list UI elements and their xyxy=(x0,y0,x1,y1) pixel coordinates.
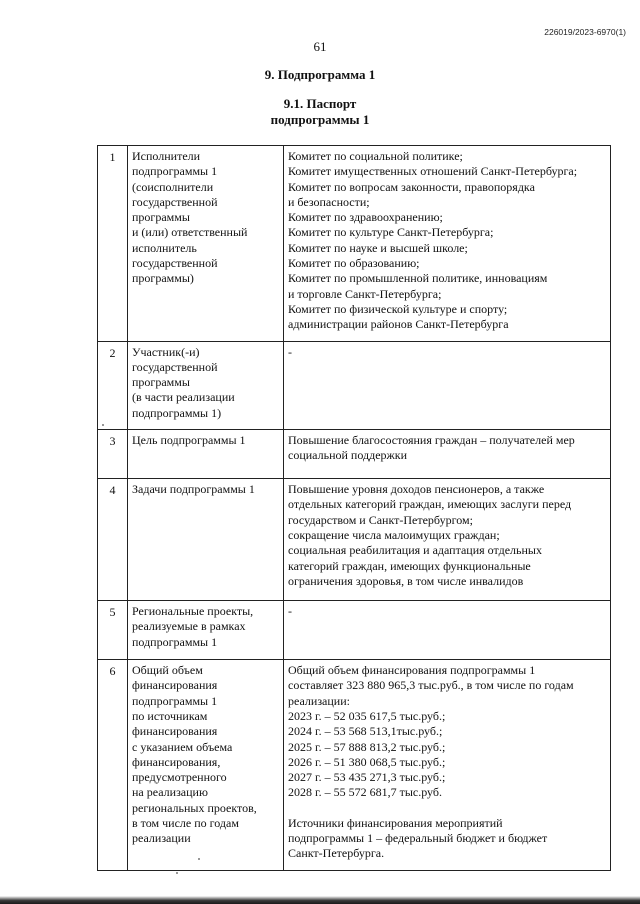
row-label xyxy=(128,430,284,479)
value-line: 2025 г. – 57 888 813,2 тыс.руб.; xyxy=(288,739,446,754)
row-value xyxy=(284,430,611,479)
subsection-heading-continued: подпрограммы 1 xyxy=(270,112,370,127)
value-line: государством и Санкт-Петербургом; xyxy=(288,512,473,527)
row-label xyxy=(128,660,284,871)
value-line: Источники финансирования мероприятий xyxy=(288,815,503,830)
row-value xyxy=(284,341,611,429)
value-line: категорий граждан, имеющих функциональные xyxy=(288,558,531,573)
table-row xyxy=(98,660,611,871)
row-number: 1 xyxy=(98,146,128,342)
section-heading: 9. Подпрограмма 1 xyxy=(264,67,376,82)
value-line: Комитет по социальной политике; xyxy=(288,149,463,163)
value-line: Повышение уровня доходов пенсионеров, а также xyxy=(288,482,545,497)
label-line: финансирования xyxy=(132,678,218,693)
table-row xyxy=(98,430,611,479)
row-value xyxy=(284,660,611,871)
label-line: в том числе по годам xyxy=(132,816,239,831)
value-line: составляет 323 880 965,3 тыс.руб., в том числе по годам xyxy=(288,678,574,693)
value-line: Комитет по науке и высшей школе; xyxy=(288,240,468,255)
table-row xyxy=(98,479,611,601)
label-line: Региональные проекты, xyxy=(132,604,254,619)
row-value xyxy=(284,601,611,660)
row-value xyxy=(284,146,611,342)
label-line: подпрограммы 1 xyxy=(132,634,218,649)
value-line: 2028 г. – 55 572 681,7 тыс.руб. xyxy=(288,785,442,800)
document-registration-number: 226019/2023-6970(1) xyxy=(544,27,626,37)
value-line: Комитет имущественных отношений Санкт-Петербурга; xyxy=(288,164,578,179)
value-line: ограничения здоровья, в том числе инвалидов xyxy=(288,573,524,588)
scan-bottom-edge xyxy=(0,896,640,904)
scan-speck xyxy=(198,858,200,860)
label-line: Цель подпрограммы 1 xyxy=(132,433,246,448)
value-line: 2024 г. – 53 568 513,1тыс.руб.; xyxy=(288,724,443,739)
subsection-heading: 9.1. Паспорт xyxy=(283,96,357,111)
row-number: 3 xyxy=(98,430,128,479)
value-line: - xyxy=(288,344,292,359)
label-line: по источникам xyxy=(132,708,208,723)
value-line: администрации районов Санкт-Петербурга xyxy=(288,317,509,332)
value-line: Комитет по промышленной политике, инновациям xyxy=(288,271,548,286)
value-line: Комитет по образованию; xyxy=(288,256,420,271)
label-line: исполнитель xyxy=(132,240,197,255)
label-line: программы xyxy=(132,210,190,225)
value-line: Комитет по физической культуре и спорту; xyxy=(288,301,508,316)
label-line: Участник(-и) xyxy=(132,344,200,359)
row-label xyxy=(128,479,284,601)
value-line: и торговле Санкт-Петербурга; xyxy=(288,286,442,301)
value-line: Общий объем финансирования подпрограммы 1 xyxy=(288,663,536,678)
label-line: региональных проектов, xyxy=(132,800,257,815)
scan-speck xyxy=(102,424,104,426)
label-line: финансирования xyxy=(132,724,218,739)
row-number: 5 xyxy=(98,601,128,660)
label-line: подпрограммы 1 xyxy=(132,164,218,179)
value-line: Комитет по вопросам законности, правопорядка xyxy=(288,179,535,194)
label-line: (в части реализации xyxy=(132,390,235,405)
table-row xyxy=(98,601,611,660)
label-line: подпрограммы 1 xyxy=(132,693,218,708)
value-line: 2027 г. – 53 435 271,3 тыс.руб.; xyxy=(288,770,446,785)
label-line: финансирования, xyxy=(132,754,221,769)
label-line: (соисполнители xyxy=(132,179,214,194)
row-label xyxy=(128,601,284,660)
blank-line xyxy=(288,801,606,816)
value-line: 2026 г. – 51 380 068,5 тыс.руб.; xyxy=(288,754,446,769)
value-line: и безопасности; xyxy=(288,194,370,209)
label-line: подпрограммы 1) xyxy=(132,405,222,420)
passport-table xyxy=(97,145,611,871)
page-number: 61 xyxy=(313,39,327,54)
label-line: реализуемые в рамках xyxy=(132,619,246,634)
value-line: Комитет по культуре Санкт-Петербурга; xyxy=(288,225,494,240)
value-line: сокращение числа малоимущих граждан; xyxy=(288,527,500,542)
value-line: подпрограммы 1 – федеральный бюджет и бюджет xyxy=(288,831,548,846)
label-line: государственной xyxy=(132,359,218,374)
value-line: 2023 г. – 52 035 617,5 тыс.руб.; xyxy=(288,708,446,723)
label-line: программы xyxy=(132,375,190,390)
label-line: предусмотренного xyxy=(132,770,227,785)
row-label xyxy=(128,341,284,429)
value-line: отдельных категорий граждан, имеющих заслуги перед xyxy=(288,497,572,512)
label-line: государственной xyxy=(132,194,218,209)
label-line: и (или) ответственный xyxy=(132,225,248,240)
label-line: с указанием объема xyxy=(132,739,233,754)
value-line: Комитет по здравоохранению; xyxy=(288,210,443,225)
row-number: 2 xyxy=(98,341,128,429)
label-line: государственной xyxy=(132,256,218,271)
value-line: Повышение благосостояния граждан – получателей мер xyxy=(288,433,575,448)
value-line: Санкт-Петербурга. xyxy=(288,846,385,861)
row-number: 4 xyxy=(98,479,128,601)
row-label xyxy=(128,146,284,342)
value-line: реализации: xyxy=(288,693,350,708)
row-number: 6 xyxy=(98,660,128,871)
value-line: социальная реабилитация и адаптация отдельных xyxy=(288,543,542,558)
value-line: - xyxy=(288,604,292,619)
table-row xyxy=(98,341,611,429)
label-line: Общий объем xyxy=(132,663,203,678)
table-row xyxy=(98,146,611,342)
scan-speck xyxy=(176,872,178,874)
value-line: социальной поддержки xyxy=(288,448,408,463)
label-line: на реализацию xyxy=(132,785,208,800)
label-line: Задачи подпрограммы 1 xyxy=(132,482,255,497)
label-line: Исполнители xyxy=(132,149,201,163)
row-value xyxy=(284,479,611,601)
label-line: программы) xyxy=(132,271,194,286)
label-line: реализации xyxy=(132,831,191,846)
